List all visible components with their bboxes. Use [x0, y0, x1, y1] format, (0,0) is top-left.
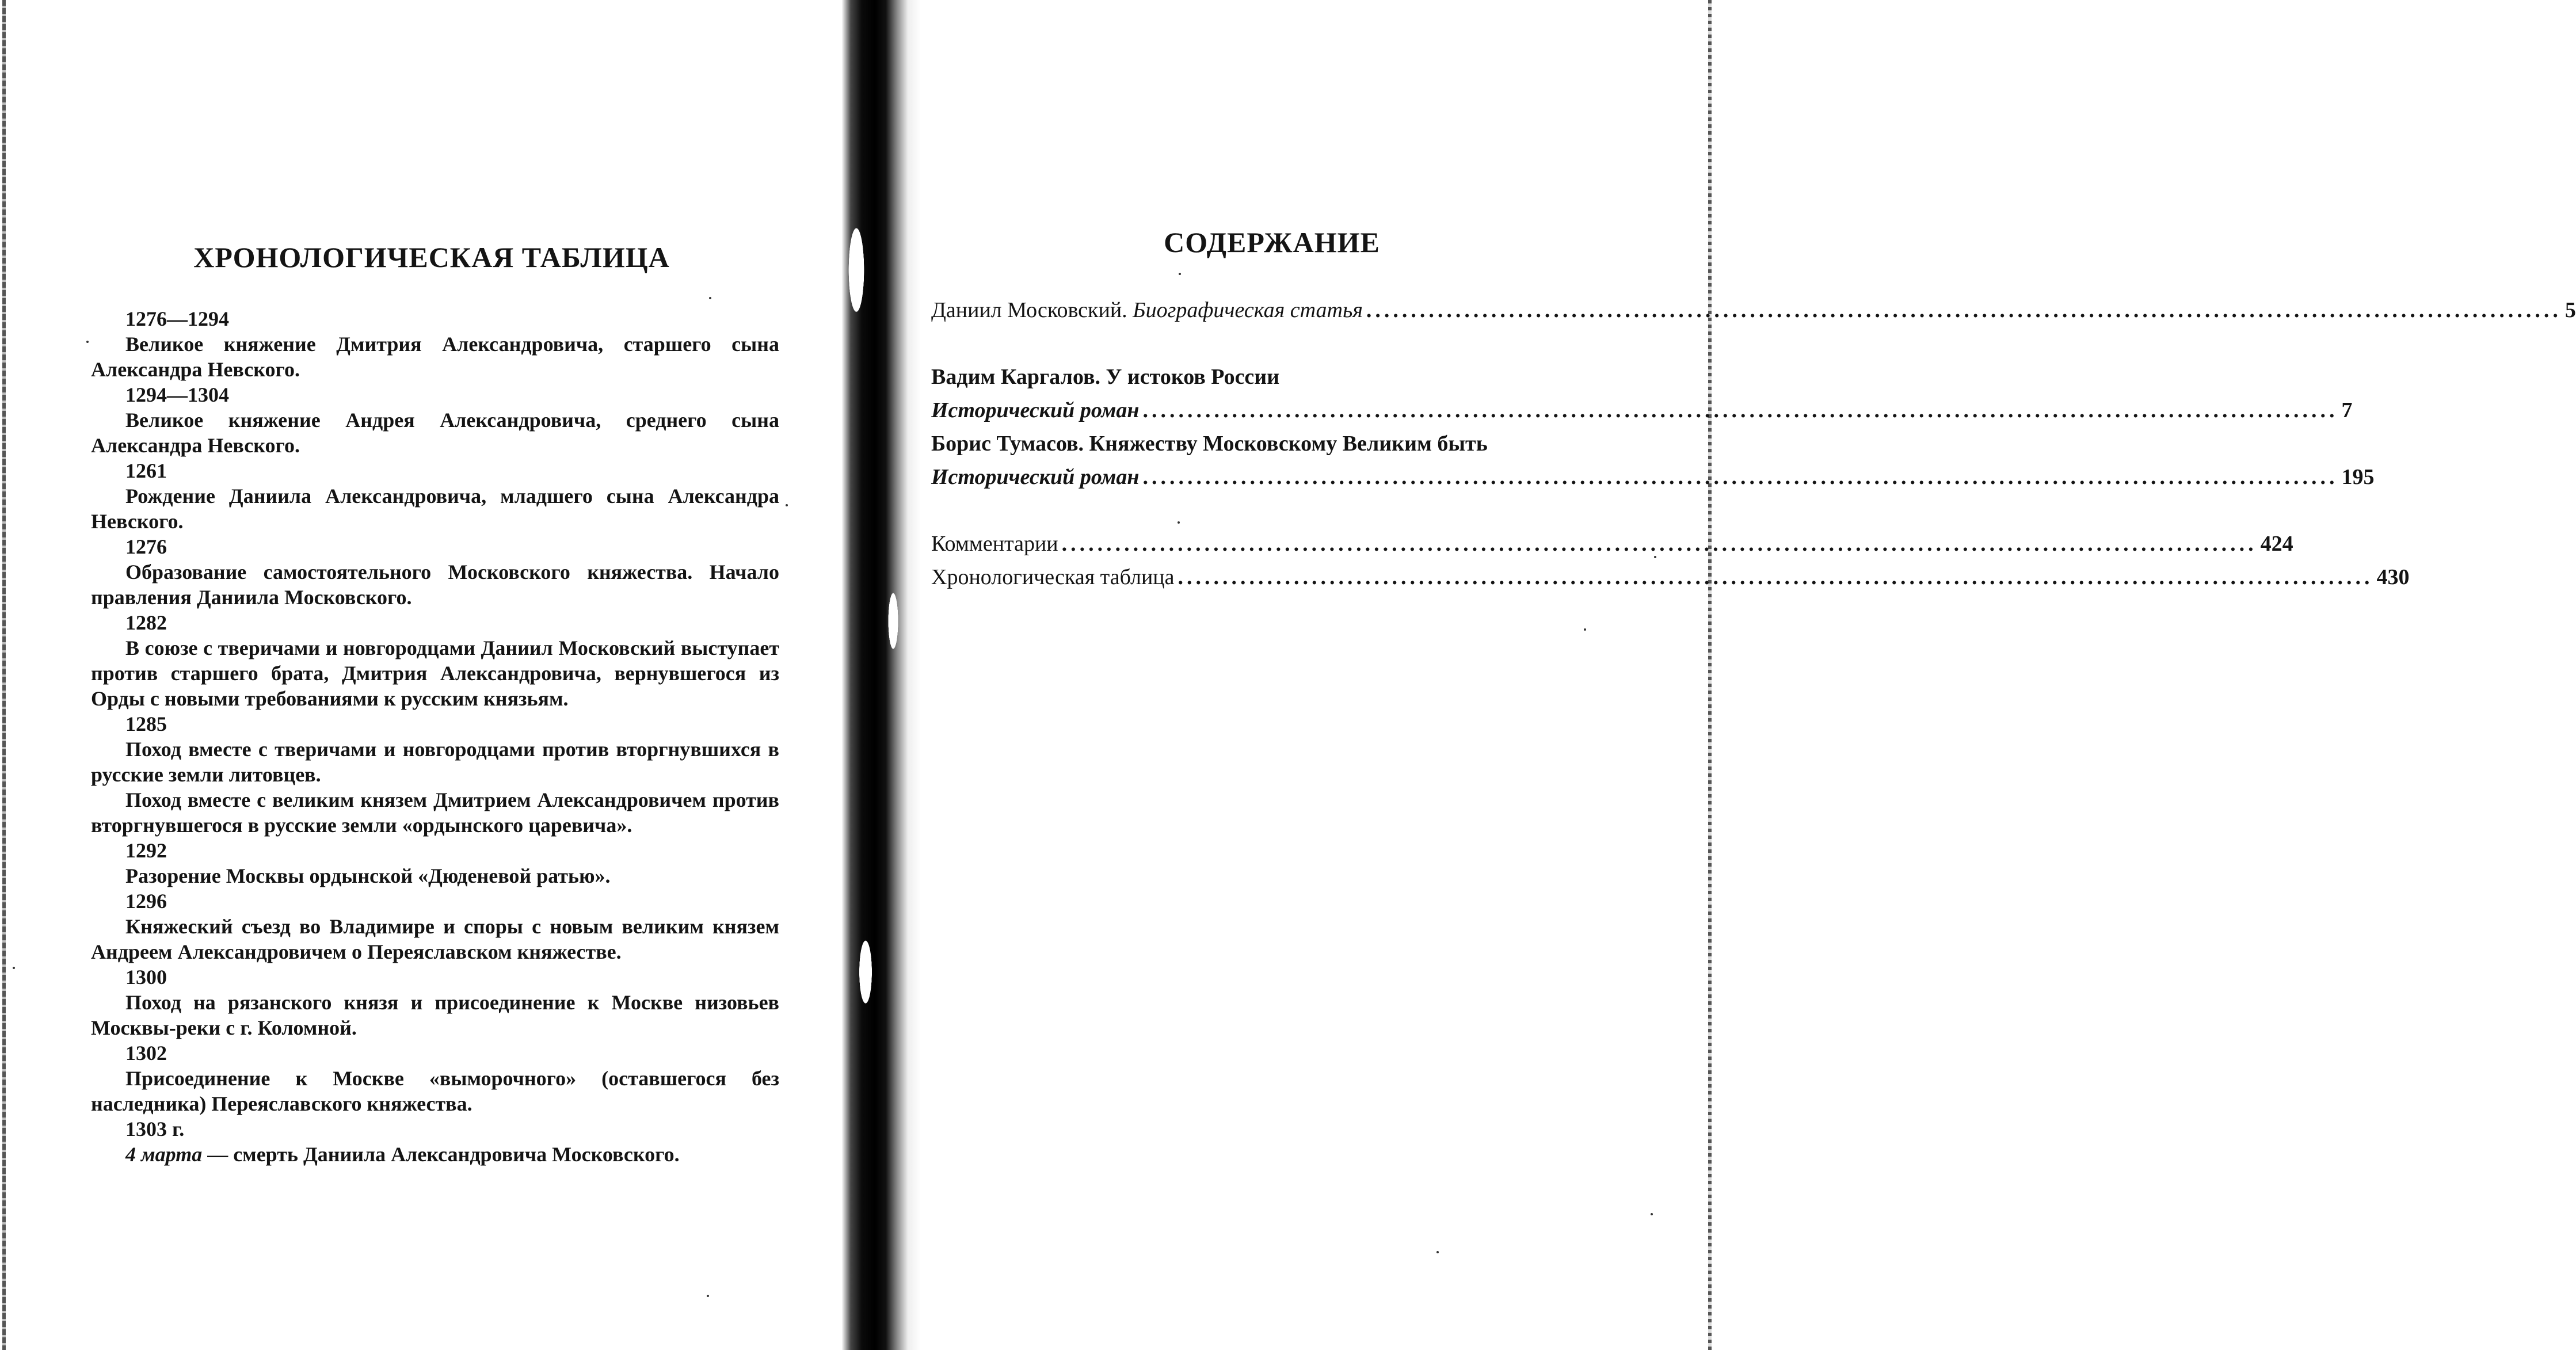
- toc-tumasov-page: 195: [2341, 465, 2375, 489]
- toc-kargalov-heading: Вадим Каргалов. У истоков России: [931, 365, 1280, 389]
- chronology-event-text: Великое княжение Дмитрия Александровича, старшего сына Александра Невского.: [91, 333, 779, 381]
- scan-speck: [1179, 273, 1181, 275]
- chronology-event-text: Образование самостоятельного Московского княжества. Начало правления Даниила Московского.: [91, 560, 779, 609]
- chronology-event-text: Поход на рязанского князя и присоединение к Москве низовьев Москвы-реки с г. Коломной.: [91, 991, 779, 1039]
- scan-speck: [1436, 1251, 1439, 1253]
- chronology-event: [91, 990, 779, 1040]
- chronology-event: [91, 737, 779, 787]
- toc-entry-daniil[interactable]: [931, 293, 2576, 327]
- chronology-event-text: Великое княжение Андрея Александровича, среднего сына Александра Невского.: [91, 409, 779, 457]
- scan-speck: [86, 341, 89, 343]
- toc-leader-dots: ......................................................................................................................................: [1142, 465, 2338, 489]
- toc-leader-dots: ......................................................................................................................................: [1366, 298, 2562, 322]
- chronology-year: 1282: [125, 611, 167, 634]
- chronology-year: 1294—1304: [125, 383, 229, 406]
- scan-speck: [1654, 556, 1656, 558]
- chronology-event: [91, 1066, 779, 1116]
- toc-daniil-author: Даниил Московский.: [931, 298, 1127, 322]
- chronology-year: 1302: [125, 1042, 167, 1065]
- toc-entry-tumasov[interactable]: [931, 460, 2375, 494]
- toc-chrono-page: 430: [2376, 565, 2410, 589]
- toc-kargalov-subtitle: Исторический роман: [931, 398, 1140, 422]
- chronology-year: 1261: [125, 459, 167, 482]
- chronology-event: [91, 1142, 779, 1167]
- chronology-year: 1276: [125, 535, 167, 558]
- chronology-year: 1292: [125, 839, 167, 862]
- chronology-year: 1303 г.: [125, 1118, 185, 1141]
- chronology-event: [91, 559, 779, 610]
- toc-daniil-subtitle: Биографическая статья: [1133, 298, 1363, 322]
- toc-entry-chronology[interactable]: [931, 560, 2410, 594]
- chronology-event: [91, 863, 779, 888]
- toc-entry-comments[interactable]: [931, 527, 2293, 560]
- chronology-title: ХРОНОЛОГИЧЕСКАЯ ТАБЛИЦА: [193, 241, 670, 273]
- toc-daniil-page: 5: [2564, 298, 2576, 322]
- toc-comments-label: Комментарии: [931, 532, 1058, 556]
- toc-comments-page: 424: [2260, 532, 2293, 556]
- scan-speck: [709, 297, 711, 299]
- scan-speck: [1178, 521, 1180, 524]
- toc-entry-kargalov[interactable]: [931, 394, 2353, 427]
- chronology-year: 1296: [125, 890, 167, 913]
- chronology-year: 1300: [125, 966, 167, 989]
- toc-leader-dots: ......................................................................................................................................: [1061, 532, 2257, 556]
- toc-kargalov-page: 7: [2341, 398, 2353, 422]
- chronology-event: [91, 635, 779, 711]
- book-gutter: [829, 0, 921, 1350]
- chronology-event-text: — смерть Даниила Александровича Московского.: [207, 1143, 680, 1166]
- toc-leader-dots: ......................................................................................................................................: [1178, 565, 2373, 589]
- chronology-event-text: Разорение Москвы ордынской «Дюденевой ратью».: [125, 864, 611, 887]
- scan-speck: [786, 504, 788, 506]
- right-page-edge: [1708, 0, 1712, 1350]
- chronology-year: 1285: [125, 712, 167, 735]
- scan-speck: [13, 967, 15, 969]
- chronology-year: 1276—1294: [125, 307, 229, 330]
- scan-speck: [1584, 628, 1586, 631]
- toc-tumasov-subtitle: Исторический роман: [931, 465, 1140, 489]
- chronology-event-text: Рождение Даниила Александровича, младшего сына Александра Невского.: [91, 485, 779, 533]
- chronology-event: [91, 407, 779, 458]
- chronology-event-text: Поход вместе с великим князем Дмитрием Александровичем против вторгнувшегося в русские земли «ордынского царевича».: [91, 788, 779, 837]
- chronology-date: 4 марта: [125, 1143, 203, 1166]
- chronology-event: [91, 914, 779, 964]
- toc-entry-kargalov-heading[interactable]: [931, 360, 1617, 394]
- chronology-event: [91, 483, 779, 534]
- chronology-event-text: Поход вместе с тверичами и новгородцами против вторгнувшихся в русские земли литовцев.: [91, 738, 779, 786]
- left-page-edge: [2, 0, 6, 1350]
- contents-title: СОДЕРЖАНИЕ: [1164, 226, 1380, 258]
- scan-speck: [1651, 1213, 1653, 1215]
- chronology-event-text: Присоединение к Москве «выморочного» (оставшегося без наследника) Переяславского княжества.: [91, 1067, 779, 1115]
- chronology-event-text: В союзе с тверичами и новгородцами Даниил Московский выступает против старшего брата, Дмитрия Александровича, вернувшегося из Орды с новыми требованиями к русским князьям.: [91, 636, 779, 710]
- toc-tumasov-heading: Борис Тумасов. Княжеству Московскому Великим быть: [931, 432, 1488, 456]
- chronology-event-text: Княжеский съезд во Владимире и споры с новым великим князем Андреем Александровичем о Переяславском княжестве.: [91, 915, 779, 963]
- table-of-contents: [931, 293, 2576, 594]
- scan-speck: [707, 1295, 709, 1297]
- toc-entry-tumasov-heading[interactable]: [931, 427, 1617, 460]
- toc-chrono-label: Хронологическая таблица: [931, 565, 1175, 589]
- chronology-event: [91, 787, 779, 838]
- toc-leader-dots: ......................................................................................................................................: [1142, 398, 2338, 422]
- chronology-event: [91, 331, 779, 382]
- chronology-list: [91, 306, 779, 1167]
